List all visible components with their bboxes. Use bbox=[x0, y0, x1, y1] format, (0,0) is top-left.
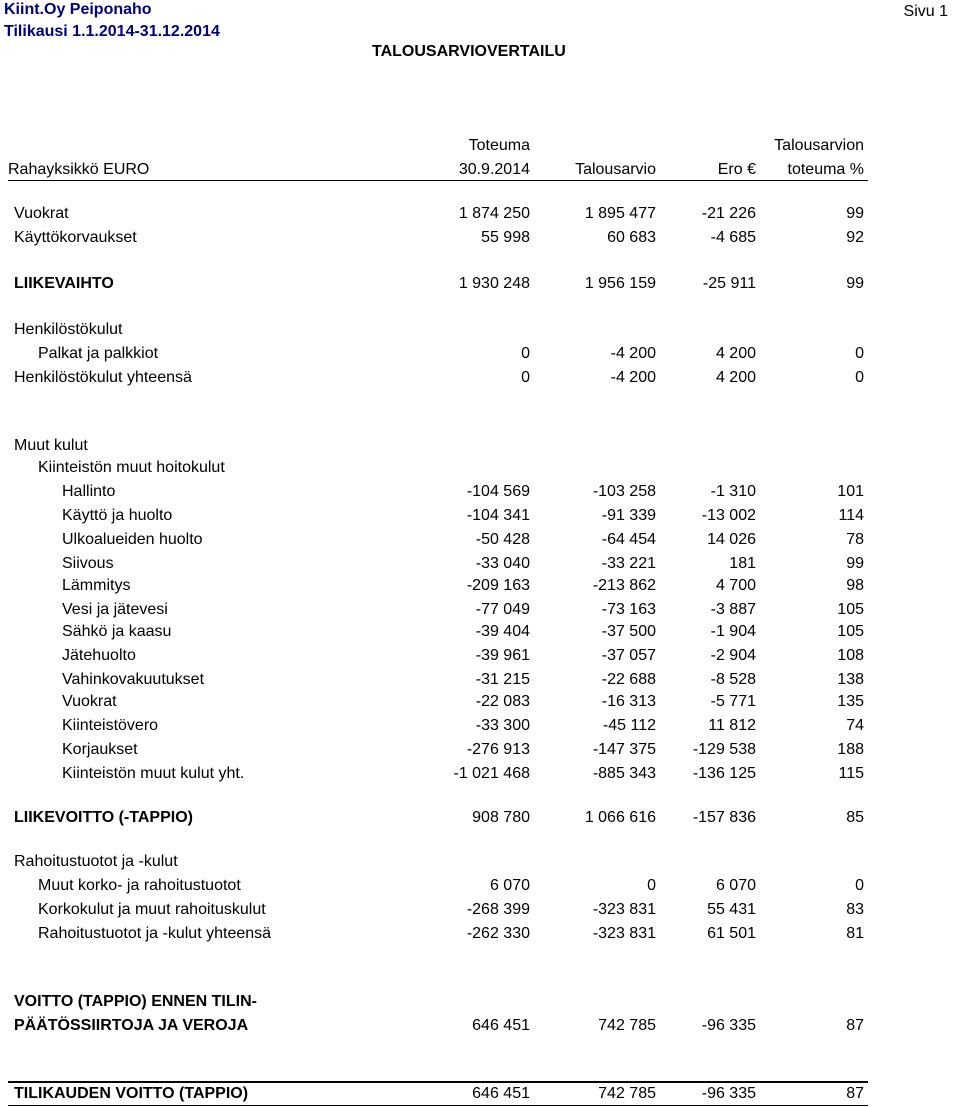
row-budget-value: -16 313 bbox=[601, 693, 656, 710]
row-budget-value: -323 831 bbox=[592, 925, 656, 942]
row-label: Muut korko- ja rahoitustuotot bbox=[38, 877, 241, 894]
row-actual-value: 6 070 bbox=[489, 877, 530, 894]
row-diff-value: -8 528 bbox=[710, 671, 756, 688]
row-budget-value: -45 112 bbox=[602, 717, 656, 734]
row-budget-value: -323 831 bbox=[592, 901, 656, 918]
row-label: Vuokrat bbox=[14, 205, 69, 222]
row-diff-value: -136 125 bbox=[692, 765, 756, 782]
row-label: Vuokrat bbox=[62, 693, 117, 710]
row-pct-value: 78 bbox=[846, 531, 864, 548]
row-diff-value: -13 002 bbox=[701, 507, 756, 524]
row-actual-value: 0 bbox=[521, 345, 530, 362]
row-label: Kiinteistön muut hoitokulut bbox=[38, 459, 225, 476]
row-pct-value: 99 bbox=[846, 205, 864, 222]
row-label: Jätehuolto bbox=[62, 647, 136, 664]
final-total-top-rule bbox=[8, 1081, 868, 1083]
row-pct-value: 105 bbox=[837, 623, 864, 640]
header-rule bbox=[8, 180, 868, 181]
row-actual-value: -104 341 bbox=[466, 507, 530, 524]
row-label: Käyttö ja huolto bbox=[62, 507, 173, 524]
row-actual-value: 646 451 bbox=[472, 1085, 530, 1102]
row-actual-value: -104 569 bbox=[466, 483, 530, 500]
row-pct-value: 101 bbox=[837, 483, 864, 500]
row-budget-value: 1 956 159 bbox=[584, 275, 656, 292]
row-actual-value: 908 780 bbox=[472, 809, 530, 826]
row-budget-value: -73 163 bbox=[601, 601, 656, 618]
row-budget-value: -91 339 bbox=[601, 507, 656, 524]
row-label: Kiinteistövero bbox=[62, 717, 159, 734]
row-pct-value: 92 bbox=[846, 229, 864, 246]
row-budget-value: 742 785 bbox=[598, 1017, 656, 1034]
row-label: Rahoitustuotot ja -kulut yhteensä bbox=[38, 925, 272, 942]
row-diff-value: 4 200 bbox=[715, 345, 756, 362]
row-label: Lämmitys bbox=[62, 577, 131, 594]
row-pct-value: 98 bbox=[846, 577, 864, 594]
row-pct-value: 108 bbox=[837, 647, 864, 664]
row-actual-value: -22 083 bbox=[475, 693, 530, 710]
row-pct-value: 99 bbox=[846, 555, 864, 572]
row-budget-value: -103 258 bbox=[592, 483, 656, 500]
row-actual-value: -39 404 bbox=[475, 623, 530, 640]
row-budget-value: 60 683 bbox=[607, 229, 656, 246]
row-label: Rahoitustuotot ja -kulut bbox=[14, 853, 178, 870]
row-pct-value: 114 bbox=[838, 507, 864, 524]
row-actual-value: 646 451 bbox=[472, 1017, 530, 1034]
row-label: Korjaukset bbox=[62, 741, 138, 758]
row-actual-value: -262 330 bbox=[466, 925, 530, 942]
row-label-continued: PÄÄTÖSSIIRTOJA JA VEROJA bbox=[14, 1017, 249, 1034]
row-budget-value: -4 200 bbox=[610, 369, 656, 386]
row-label: Muut kulut bbox=[14, 437, 88, 454]
page-number: Sivu 1 bbox=[903, 3, 948, 20]
row-budget-value: -33 221 bbox=[601, 555, 656, 572]
row-budget-value: 0 bbox=[647, 877, 656, 894]
row-actual-value: 55 998 bbox=[481, 229, 530, 246]
row-actual-value: 1 930 248 bbox=[458, 275, 530, 292]
row-diff-value: 4 200 bbox=[715, 369, 756, 386]
row-label: LIIKEVOITTO (-TAPPIO) bbox=[14, 809, 193, 826]
row-actual-value: -1 021 468 bbox=[453, 765, 530, 782]
row-diff-value: -1 310 bbox=[710, 483, 756, 500]
row-label: Vahinkovakuutukset bbox=[62, 671, 205, 688]
row-actual-value: 1 874 250 bbox=[458, 205, 530, 222]
row-diff-value: -3 887 bbox=[710, 601, 756, 618]
row-budget-value: -22 688 bbox=[601, 671, 656, 688]
row-diff-value: -25 911 bbox=[702, 275, 756, 292]
row-diff-value: -157 836 bbox=[692, 809, 756, 826]
row-label: Ulkoalueiden huolto bbox=[62, 531, 203, 548]
row-diff-value: -96 335 bbox=[701, 1085, 756, 1102]
row-diff-value: 11 812 bbox=[708, 717, 756, 734]
row-budget-value: -37 500 bbox=[601, 623, 656, 640]
final-total-bottom-rule bbox=[8, 1105, 868, 1106]
col-unit: Rahayksikkö EURO bbox=[8, 161, 150, 178]
row-diff-value: 6 070 bbox=[715, 877, 756, 894]
row-actual-value: -33 040 bbox=[475, 555, 530, 572]
row-budget-value: 1 895 477 bbox=[584, 205, 656, 222]
row-diff-value: -1 904 bbox=[710, 623, 756, 640]
row-diff-value: -96 335 bbox=[701, 1017, 756, 1034]
row-label: Henkilöstökulut yhteensä bbox=[14, 369, 192, 386]
row-budget-value: -4 200 bbox=[610, 345, 656, 362]
row-budget-value: -37 057 bbox=[601, 647, 656, 664]
row-diff-value: -5 771 bbox=[710, 693, 756, 710]
report-title: TALOUSARVIOVERTAILU bbox=[372, 43, 566, 60]
row-actual-value: -33 300 bbox=[475, 717, 530, 734]
row-label: Sähkö ja kaasu bbox=[62, 623, 172, 640]
row-diff-value: -21 226 bbox=[701, 205, 756, 222]
row-pct-value: 0 bbox=[855, 345, 864, 362]
row-pct-value: 81 bbox=[846, 925, 864, 942]
row-budget-value: -64 454 bbox=[601, 531, 656, 548]
row-diff-value: 4 700 bbox=[715, 577, 756, 594]
col-actual-line2: 30.9.2014 bbox=[458, 161, 530, 178]
company-name: Kiint.Oy Peiponaho bbox=[4, 1, 152, 18]
row-pct-value: 105 bbox=[837, 601, 864, 618]
col-pct-line2: toteuma % bbox=[787, 161, 864, 178]
row-label: Siivous bbox=[62, 555, 114, 572]
row-pct-value: 83 bbox=[846, 901, 864, 918]
row-actual-value: -77 049 bbox=[475, 601, 530, 618]
row-budget-value: 742 785 bbox=[598, 1085, 656, 1102]
row-label: Käyttökorvaukset bbox=[14, 229, 137, 246]
row-pct-value: 85 bbox=[846, 809, 864, 826]
row-actual-value: -276 913 bbox=[466, 741, 530, 758]
row-actual-value: 0 bbox=[521, 369, 530, 386]
row-label: Korkokulut ja muut rahoituskulut bbox=[38, 901, 266, 918]
row-label: Henkilöstökulut bbox=[14, 321, 123, 338]
row-label: Vesi ja jätevesi bbox=[62, 601, 168, 618]
row-label: LIIKEVAIHTO bbox=[14, 275, 114, 292]
row-pct-value: 188 bbox=[837, 741, 864, 758]
row-label: Kiinteistön muut kulut yht. bbox=[62, 765, 245, 782]
col-budget: Talousarvio bbox=[575, 161, 656, 178]
row-label: Palkat ja palkkiot bbox=[38, 345, 159, 362]
row-pct-value: 87 bbox=[846, 1017, 864, 1034]
row-label: VOITTO (TAPPIO) ENNEN TILIN- bbox=[14, 993, 257, 1010]
row-actual-value: -268 399 bbox=[466, 901, 530, 918]
col-diff: Ero € bbox=[717, 161, 756, 178]
row-actual-value: -31 215 bbox=[475, 671, 530, 688]
row-diff-value: 55 431 bbox=[707, 901, 756, 918]
row-budget-value: 1 066 616 bbox=[584, 809, 656, 826]
row-pct-value: 135 bbox=[837, 693, 864, 710]
row-diff-value: 181 bbox=[729, 555, 756, 572]
row-diff-value: -2 904 bbox=[710, 647, 756, 664]
col-pct-line1: Talousarvion bbox=[774, 137, 864, 154]
row-label: Hallinto bbox=[62, 483, 116, 500]
row-budget-value: -213 862 bbox=[592, 577, 656, 594]
row-budget-value: -147 375 bbox=[592, 741, 656, 758]
row-diff-value: 61 501 bbox=[707, 925, 756, 942]
row-actual-value: -39 961 bbox=[475, 647, 530, 664]
row-pct-value: 0 bbox=[855, 877, 864, 894]
row-diff-value: -129 538 bbox=[692, 741, 756, 758]
row-pct-value: 138 bbox=[837, 671, 864, 688]
row-pct-value: 74 bbox=[846, 717, 864, 734]
row-label: TILIKAUDEN VOITTO (TAPPIO) bbox=[14, 1085, 249, 1102]
row-actual-value: -50 428 bbox=[475, 531, 530, 548]
row-actual-value: -209 163 bbox=[466, 577, 530, 594]
row-budget-value: -885 343 bbox=[592, 765, 656, 782]
row-pct-value: 0 bbox=[855, 369, 864, 386]
fiscal-period: Tilikausi 1.1.2014-31.12.2014 bbox=[4, 23, 220, 40]
row-pct-value: 99 bbox=[846, 275, 864, 292]
row-diff-value: -4 685 bbox=[710, 229, 756, 246]
col-actual-line1: Toteuma bbox=[468, 137, 530, 154]
row-pct-value: 115 bbox=[838, 765, 864, 782]
row-diff-value: 14 026 bbox=[707, 531, 756, 548]
row-pct-value: 87 bbox=[846, 1085, 864, 1102]
